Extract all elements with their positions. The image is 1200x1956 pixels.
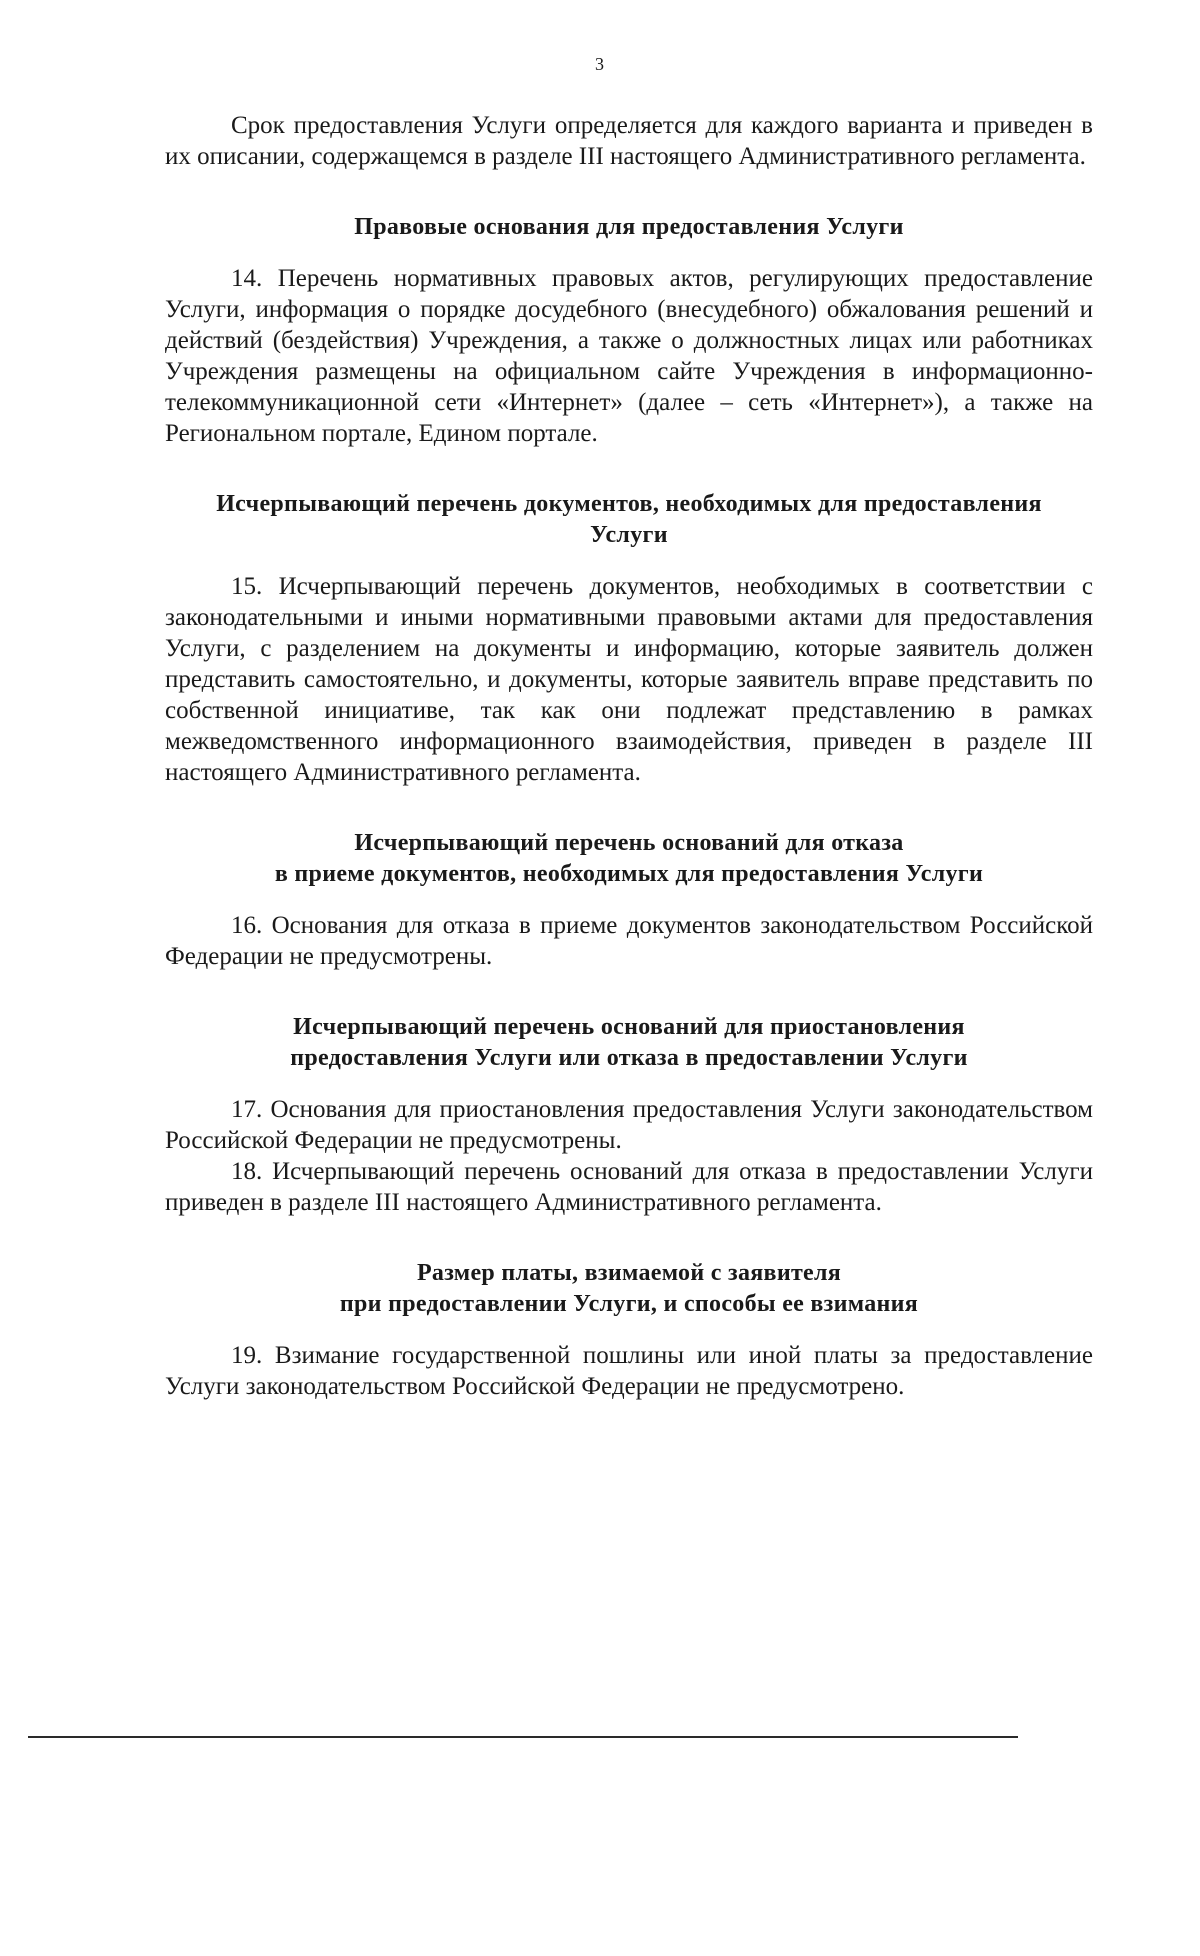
heading-documents-line-2: Услуги — [590, 522, 668, 548]
paragraph-19: 19. Взимание государственной пошлины или иной платы за предоставление Услуги законодательством Российской Федерации не предусмотрено. — [165, 1342, 1093, 1400]
spacer — [165, 1320, 1093, 1340]
spacer — [165, 972, 1093, 1012]
paragraph-15: 15. Исчерпывающий перечень документов, необходимых в соответствии с законодательными и иными нормативными правовыми актами для предоставления Услуги, с разделением на документы и информацию, которые заявитель должен представить самостоятельно, и документы, которые заявитель вправе представить по собственной инициативе, так как они подлежат представлению в рамках межведомственного информационного взаимодействия, приведен в разделе III настоящего Административного регламента. — [165, 573, 1093, 786]
heading-suspension-line-2: предоставления Услуги или отказа в предоставлении Услуги — [290, 1045, 968, 1071]
paragraph-17: 17. Основания для приостановления предоставления Услуги законодательством Российской Федерации не предусмотрены. — [165, 1096, 1093, 1154]
document-body — [165, 110, 1093, 1402]
footnote-separator-line — [28, 1736, 1018, 1738]
paragraph-16: 16. Основания для отказа в приеме документов законодательством Российской Федерации не предусмотрены. — [165, 912, 1093, 970]
heading-legal-basis: Правовые основания для предоставления Услуги — [354, 214, 904, 240]
heading-refusal-line-2: в приеме документов, необходимых для предоставления Услуги — [274, 861, 984, 887]
heading-suspension-line-1: Исчерпывающий перечень оснований для приостановления — [293, 1014, 965, 1040]
heading-fee — [165, 1258, 1093, 1320]
spacer — [165, 1218, 1093, 1258]
heading-documents-line-1: Исчерпывающий перечень документов, необходимых для предоставления — [216, 491, 1042, 517]
heading-refusal-line-1: Исчерпывающий перечень оснований для отказа — [354, 830, 904, 856]
heading-fee-line-2: при предоставлении Услуги, и способы ее взимания — [339, 1291, 919, 1317]
spacer — [165, 172, 1093, 212]
heading-documents-list — [165, 489, 1093, 551]
paragraph-14: 14. Перечень нормативных правовых актов, регулирующих предоставление Услуги, информация о порядке досудебного (внесудебного) обжалования решений и действий (бездействия) Учреждения, а также о должностных лицах или работниках Учреждения размещены на официальном сайте Учреждения в информационно-телекоммуникационной сети «Интернет» (далее – сеть «Интернет»), а также на Региональном портале, Едином портале. — [165, 265, 1093, 447]
page-number: 3 — [595, 54, 605, 74]
heading-suspension-grounds — [165, 1012, 1093, 1074]
paragraph-18: 18. Исчерпывающий перечень оснований для отказа в предоставлении Услуги приведен в разделе III настоящего Административного регламента. — [165, 1158, 1093, 1216]
spacer — [165, 449, 1093, 489]
spacer — [165, 788, 1093, 828]
spacer — [165, 551, 1093, 571]
paragraph-service-term: Срок предоставления Услуги определяется для каждого варианта и приведен в их описании, содержащемся в разделе III настоящего Административного регламента. — [165, 112, 1093, 170]
spacer — [165, 890, 1093, 910]
heading-fee-line-1: Размер платы, взимаемой с заявителя — [416, 1260, 842, 1286]
spacer — [165, 1074, 1093, 1094]
heading-refusal-grounds — [165, 828, 1093, 890]
spacer — [165, 243, 1093, 263]
